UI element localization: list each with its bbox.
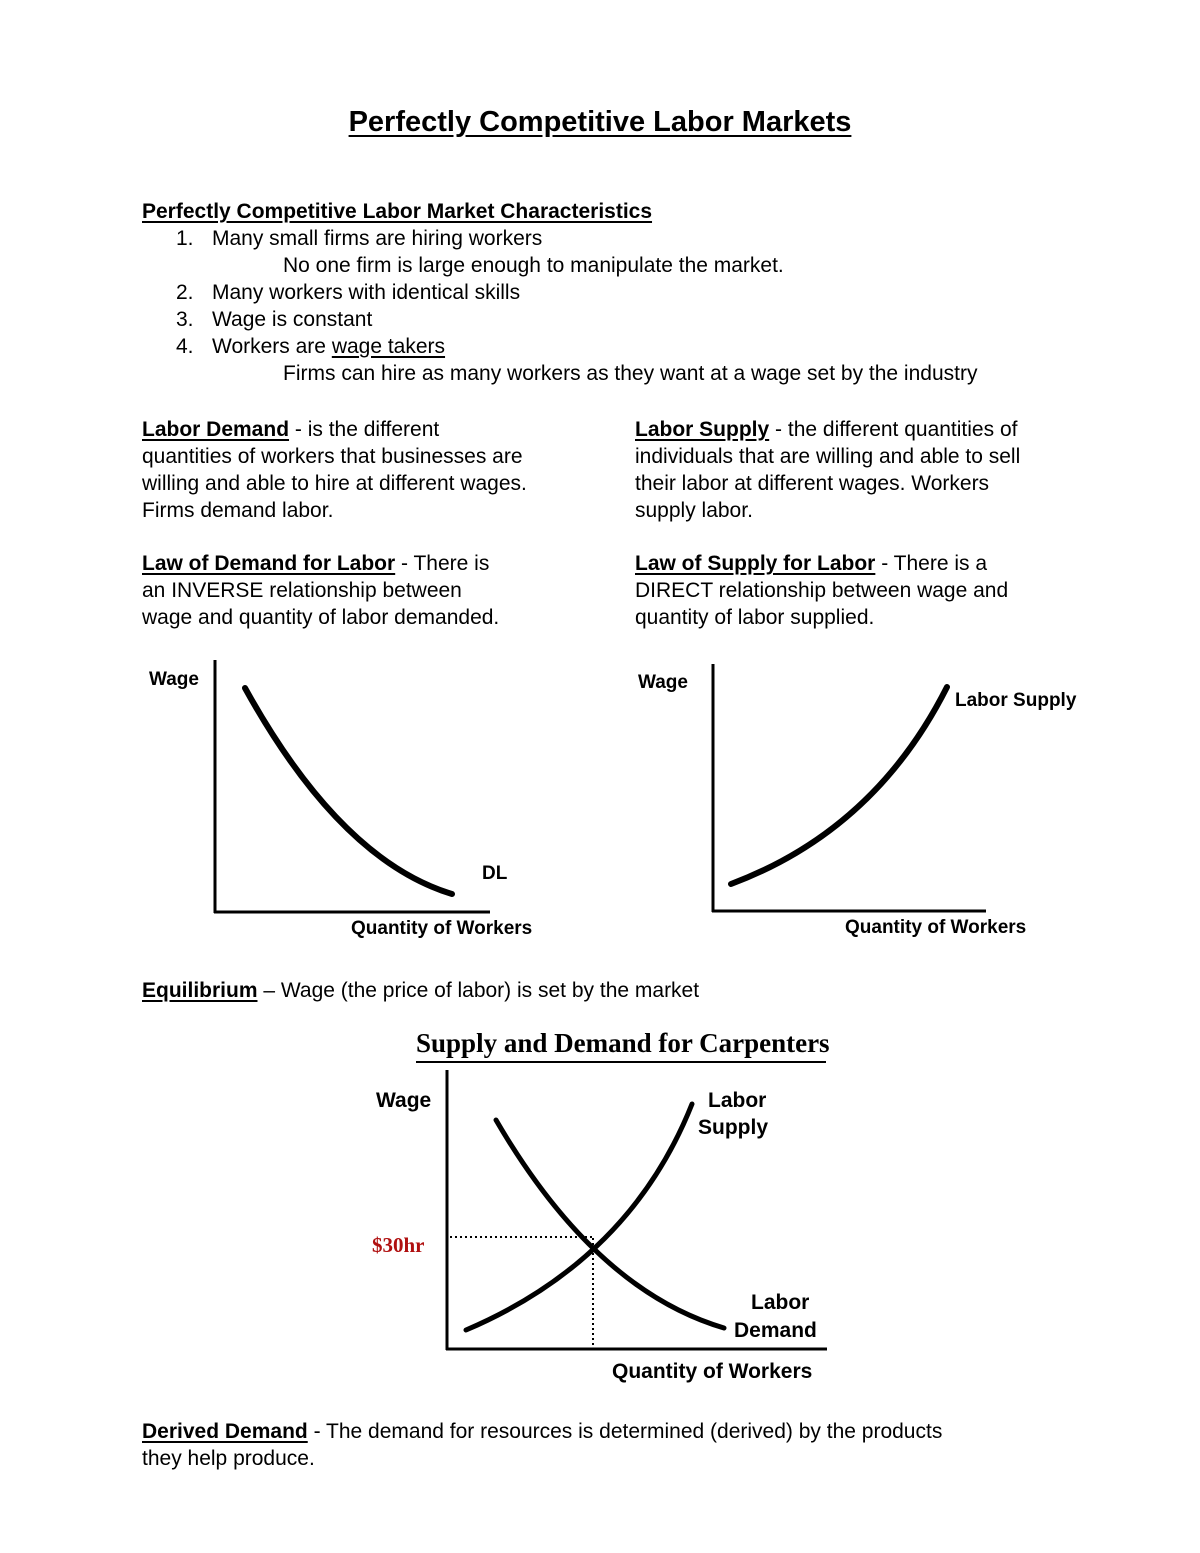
- carpenters-chart: [360, 1020, 860, 1400]
- list-item: 3. Wage is constant: [176, 308, 373, 331]
- series-label: Labor Supply: [955, 690, 1077, 711]
- law-of-demand: Law of Demand for Labor - There is an INVERSE relationship between wage and quantity of labor demanded.: [142, 552, 500, 629]
- y-axis-label: Wage: [376, 1089, 432, 1112]
- list-item-sub: Firms can hire as many workers as they want at a wage set by the industry: [283, 362, 978, 385]
- equilibrium-definition: Equilibrium – Wage (the price of labor) is set by the market: [142, 979, 700, 1002]
- demand-label-line2: Demand: [734, 1319, 817, 1342]
- derived-demand-definition: Derived Demand - The demand for resources is determined (derived) by the products they help produce.: [142, 1420, 943, 1470]
- law-of-supply: Law of Supply for Labor - There is a DIRECT relationship between wage and quantity of labor supplied.: [635, 552, 1009, 629]
- equilibrium-term: Equilibrium: [142, 979, 258, 1002]
- derived-demand-term: Derived Demand: [142, 1420, 308, 1443]
- x-axis-label: Quantity of Workers: [612, 1360, 813, 1383]
- list-item-sub: No one firm is large enough to manipulate the market.: [283, 254, 784, 277]
- characteristics-list: [142, 225, 977, 387]
- labor-demand-term: Labor Demand: [142, 418, 290, 441]
- labor-demand-definition: Labor Demand - is the different quantities of workers that businesses are willing and able to hire at different wages. Firms demand labor.: [142, 418, 527, 522]
- labor-supply-term: Labor Supply: [635, 418, 770, 441]
- demand-label-line1: Labor: [751, 1291, 810, 1314]
- labor-supply-chart: [630, 650, 1090, 950]
- list-item: 2. Many workers with identical skills: [176, 281, 521, 304]
- list-item: 4. Workers are wage takers: [176, 335, 446, 358]
- supply-curve: [731, 687, 947, 884]
- y-axis-label: Wage: [638, 672, 688, 693]
- supply-label-line2: Supply: [698, 1116, 769, 1139]
- law-supply-term: Law of Supply for Labor: [635, 552, 876, 575]
- list-item: 1. Many small firms are hiring workers: [176, 227, 543, 250]
- labor-demand-chart: [140, 650, 560, 950]
- law-demand-term: Law of Demand for Labor: [142, 552, 396, 575]
- chart-title: Supply and Demand for Carpenters: [416, 1028, 830, 1058]
- demand-curve: [245, 688, 452, 894]
- labor-supply-definition: Labor Supply - the different quantities of individuals that are willing and able to sell their labor at different wages. Workers supply labor.: [635, 418, 1021, 522]
- x-axis-label: Quantity of Workers: [351, 918, 533, 939]
- wage-takers-term: wage takers: [331, 335, 446, 358]
- equilibrium-wage-label: $30hr: [372, 1233, 425, 1257]
- x-axis-label: Quantity of Workers: [845, 917, 1027, 938]
- characteristics-heading: Perfectly Competitive Labor Market Characteristics: [142, 200, 653, 223]
- series-label: DL: [482, 863, 508, 884]
- y-axis-label: Wage: [149, 669, 199, 690]
- supply-label-line1: Labor: [708, 1089, 767, 1112]
- page-title: Perfectly Competitive Labor Markets: [348, 106, 852, 138]
